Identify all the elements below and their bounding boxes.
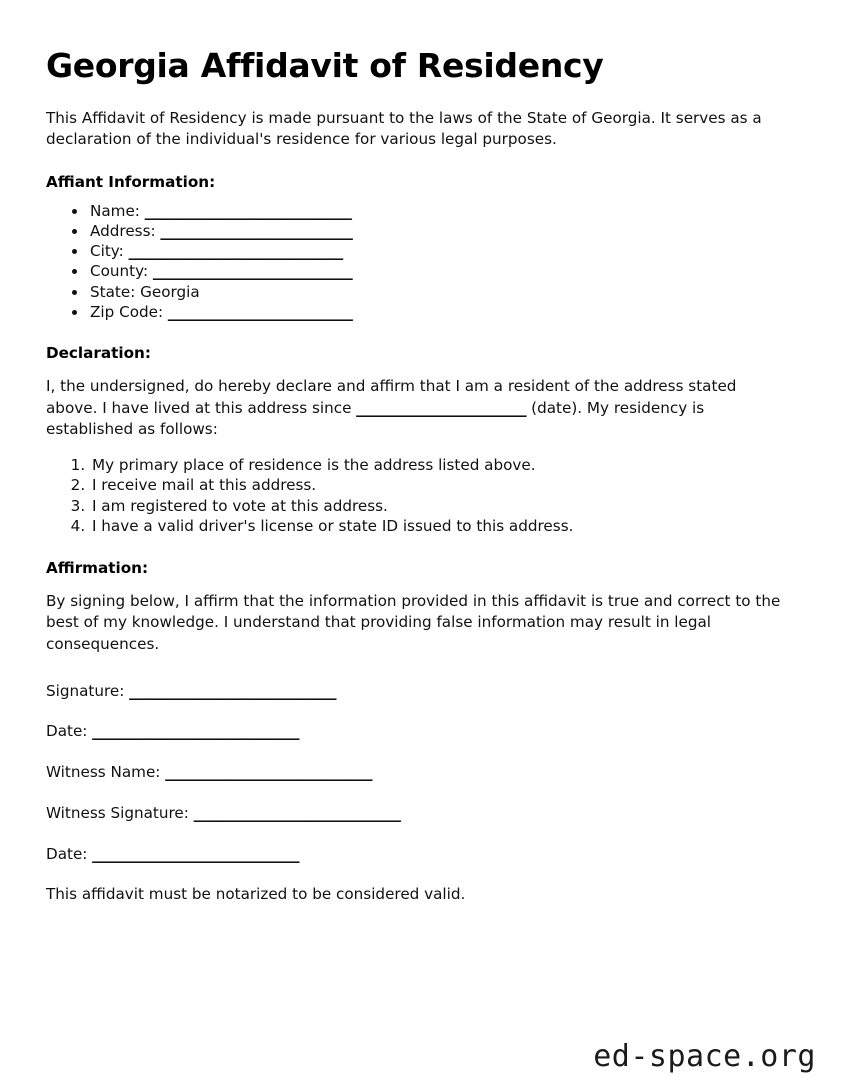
notary-note: This affidavit must be notarized to be considered valid. (46, 885, 466, 904)
field-value-state: Georgia (140, 282, 200, 301)
field-blank-zip[interactable]: _________________________ (167, 302, 353, 321)
list-item (88, 221, 788, 241)
list-item: 4. I have a valid driver's license or state ID issued to this address. (90, 516, 788, 537)
declaration-items-list (46, 455, 788, 537)
list-item (88, 241, 788, 261)
signature-block (46, 682, 788, 865)
list-item: 2. I receive mail at this address. (90, 475, 788, 496)
declaration-text-before: I, the undersigned, do hereby declare and affirm that I am a resident of the address stated above. I have lived at this address since (46, 377, 737, 417)
affiant-information-heading: Affiant Information: (46, 172, 216, 191)
list-item (88, 201, 788, 221)
witness-date-blank[interactable]: ____________________________ (92, 844, 300, 863)
witness-name-label: Witness Name: (46, 763, 161, 782)
page-title: Georgia Affidavit of Residency (46, 46, 604, 85)
witness-signature-label: Witness Signature: (46, 803, 189, 822)
signature-blank[interactable]: ____________________________ (129, 681, 337, 700)
site-watermark: ed-space.org (593, 1039, 816, 1074)
declaration-heading: Declaration: (46, 344, 151, 363)
date-blank[interactable]: ____________________________ (92, 722, 300, 741)
field-blank-name[interactable]: ____________________________ (144, 201, 352, 220)
field-label-address: Address: (90, 221, 156, 240)
list-item: 3. I am registered to vote at this address. (90, 496, 788, 517)
date-label: Date: (46, 722, 88, 741)
intro-paragraph: This Affidavit of Residency is made pursuant to the laws of the State of Georgia. It serves as a declaration of the individual's residence for various legal purposes. (46, 108, 762, 149)
witness-name-blank[interactable]: ____________________________ (165, 763, 373, 782)
signature-label: Signature: (46, 681, 125, 700)
list-item: 1. My primary place of residence is the address listed above. (90, 455, 788, 476)
signature-row-signature (46, 682, 788, 702)
list-item (88, 302, 788, 322)
declaration-date-blank[interactable]: _______________________ (356, 398, 527, 417)
field-blank-address[interactable]: __________________________ (160, 221, 353, 240)
signature-row-date (46, 722, 788, 742)
field-label-state: State: (90, 282, 136, 301)
field-label-name: Name: (90, 201, 140, 220)
witness-date-label: Date: (46, 844, 88, 863)
list-item (88, 282, 788, 302)
field-blank-county[interactable]: ___________________________ (152, 262, 353, 281)
affirmation-paragraph: By signing below, I affirm that the information provided in this affidavit is true and correct to the best of my knowledge. I understand that providing false information may result in legal consequences. (46, 591, 781, 654)
field-blank-city[interactable]: _____________________________ (128, 242, 344, 261)
field-label-zip: Zip Code: (90, 302, 164, 321)
declaration-paragraph (46, 376, 788, 441)
list-item (88, 261, 788, 281)
witness-signature-blank[interactable]: ____________________________ (193, 803, 401, 822)
signature-row-witness-name (46, 763, 788, 783)
affiant-information-list (46, 201, 788, 322)
declaration-text-after: (date). My residency is established as follows: (46, 398, 705, 439)
signature-row-witness-date (46, 845, 788, 865)
affirmation-heading: Affirmation: (46, 558, 149, 577)
signature-row-witness-signature (46, 804, 788, 824)
field-label-city: City: (90, 242, 124, 261)
field-label-county: County: (90, 262, 149, 281)
